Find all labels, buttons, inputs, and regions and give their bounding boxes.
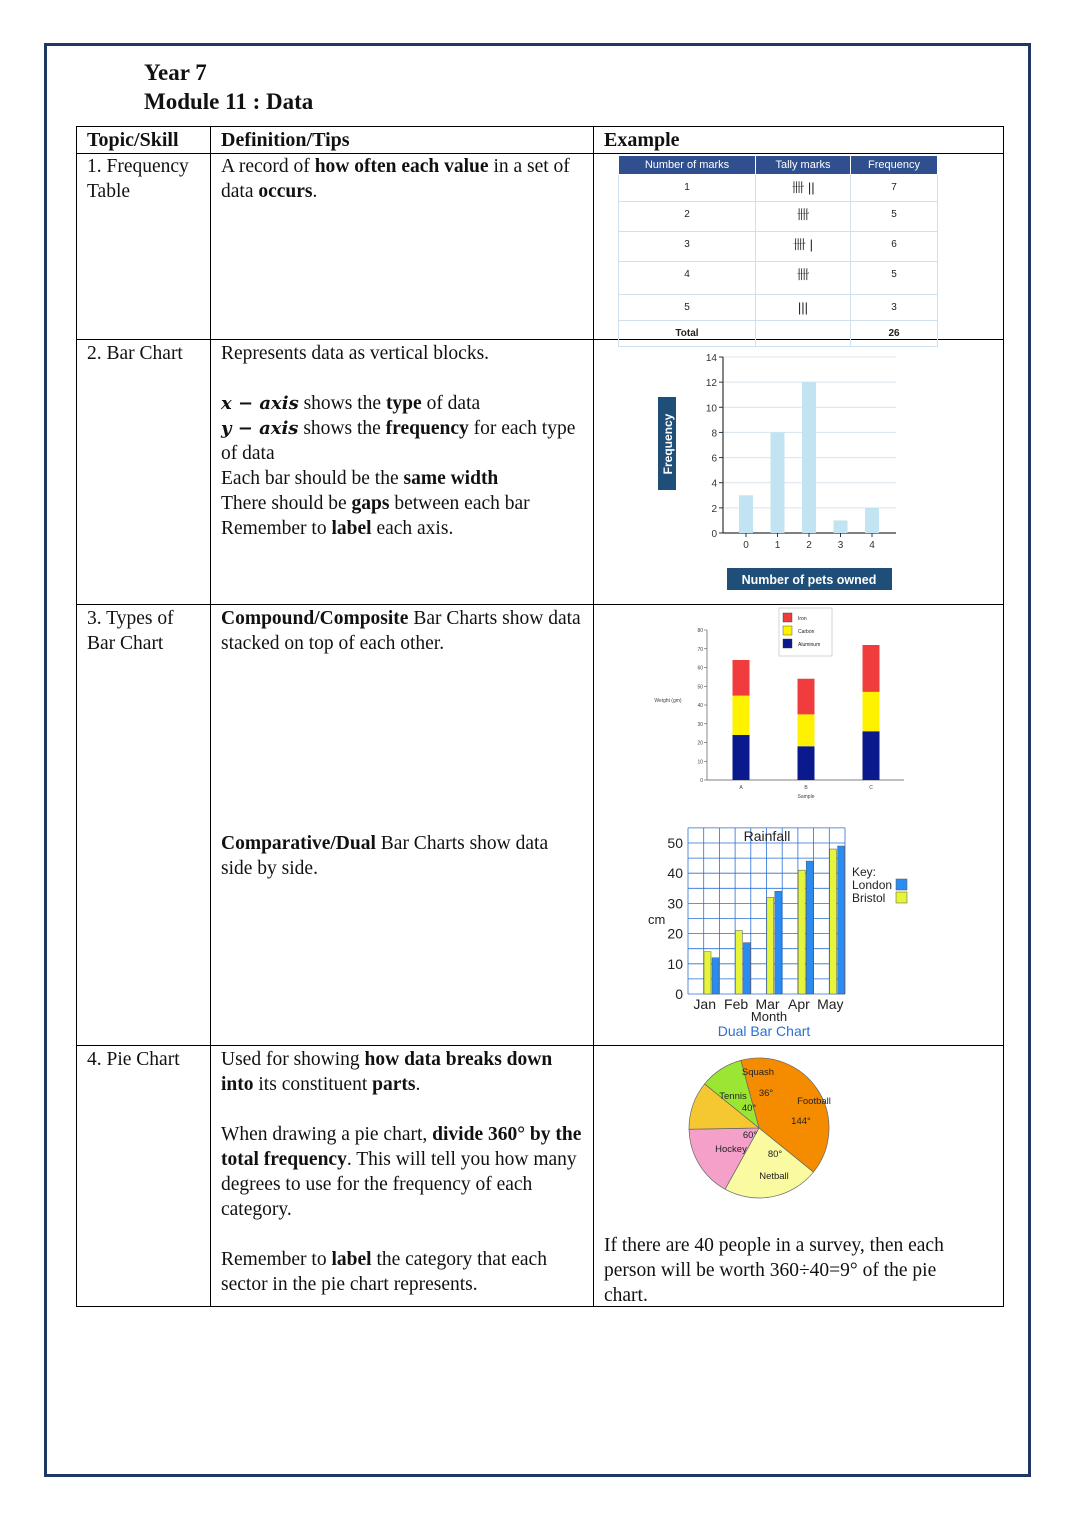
text-math: x − axis [221, 393, 299, 414]
bar [865, 508, 879, 533]
dual-bar [712, 958, 719, 994]
x-tick-label: C [869, 785, 873, 791]
ft-cell-tally: 卌 | [756, 232, 851, 262]
text-bold: frequency [385, 418, 469, 439]
dual-bar-chart [594, 821, 963, 1046]
x-tick-label: Mar [755, 996, 780, 1012]
ft-cell-marks: 5 [619, 295, 756, 321]
y-tick-label: 60 [697, 665, 703, 672]
x-tick-label: 0 [743, 540, 749, 551]
x-axis-label: Month [750, 1009, 788, 1024]
dual-bar [806, 861, 813, 994]
ft-header-marks: Number of marks [619, 156, 756, 175]
dual-bar [735, 931, 742, 994]
text-bold: how often each value [314, 156, 489, 177]
text-bold: type [385, 393, 422, 414]
chart-caption: Dual Bar Chart [717, 1023, 811, 1039]
text: Used for showing [221, 1049, 365, 1070]
dual-bar [704, 952, 711, 994]
row-types-of-bar-chart [77, 605, 1004, 1046]
col-topic-header: Topic/Skill [77, 127, 211, 154]
text-bold: divide 360° by the total frequency [221, 1124, 582, 1170]
stacked-bar-segment [733, 735, 750, 780]
y-tick-label: 50 [697, 684, 703, 691]
text: . This will tell you how many degrees to use for the frequency of each category. [221, 1149, 577, 1220]
text: When drawing a pie chart, [221, 1124, 433, 1145]
dual-bar [775, 891, 782, 994]
year-heading: Year 7 [144, 60, 207, 85]
y-tick-label: 12 [705, 378, 717, 390]
bar [834, 520, 848, 533]
topic-frequency-table: 1. Frequency Table [77, 154, 211, 340]
legend-swatch [896, 892, 907, 903]
dual-bar [767, 897, 774, 994]
y-tick-label: 30 [667, 895, 683, 912]
ft-cell-tally: 卌 [756, 202, 851, 232]
y-tick-label: 70 [697, 646, 703, 653]
ft-cell-marks: 4 [619, 262, 756, 295]
text: Remember to [221, 1249, 332, 1270]
pie-label: Squash [741, 1067, 775, 1078]
ft-cell-frequency: 3 [851, 295, 938, 321]
row-frequency-table [77, 154, 1004, 340]
x-tick-label: Apr [788, 996, 810, 1012]
ft-cell-marks: 2 [619, 202, 756, 232]
ft-cell-frequency: 5 [851, 262, 938, 295]
y-tick-label: 40 [697, 703, 703, 709]
y-tick-label: 50 [667, 835, 683, 851]
text-bold: label [331, 518, 372, 539]
pie-label: 144° [791, 1116, 811, 1127]
pie-label: Hockey [715, 1144, 747, 1155]
text: shows the [298, 393, 386, 414]
ft-total-value: 26 [851, 321, 938, 347]
table-row [619, 295, 938, 321]
text: of data [421, 393, 481, 414]
ft-cell-tally: ||| [756, 295, 851, 321]
y-tick-label: 30 [697, 721, 703, 728]
ft-cell-frequency: 6 [851, 232, 938, 262]
text: . [312, 181, 318, 202]
legend-label: Aluminum [798, 642, 821, 648]
x-tick-label: 4 [869, 540, 875, 551]
legend-swatch [783, 613, 792, 622]
definition-frequency-table [211, 154, 594, 340]
pie-label: Netball [759, 1171, 789, 1182]
y-tick-label: 40 [667, 865, 683, 882]
y-tick-label: 8 [711, 428, 717, 440]
table-row [619, 232, 938, 262]
y-tick-label: 10 [697, 759, 703, 766]
pie-example-note: If there are 40 people in a survey, then each person will be worth 360÷40=9° of the pie chart. [604, 1235, 944, 1306]
stacked-bar-segment [798, 714, 815, 746]
x-axis-label: Number of pets owned [741, 573, 877, 587]
x-tick-label: A [739, 785, 743, 791]
text: between each bar [389, 493, 530, 514]
x-axis-label: Sample [797, 794, 815, 800]
y-tick-label: 0 [675, 986, 683, 1002]
stacked-bar-segment [733, 696, 750, 735]
text-bold: Compound/Composite [221, 608, 409, 629]
x-tick-label: B [804, 785, 808, 791]
y-axis-label: Weight (gm) [654, 698, 682, 704]
row-bar-chart [77, 340, 1004, 605]
bar [771, 432, 785, 533]
y-axis-label: Frequency [661, 413, 675, 475]
ft-header-frequency: Frequency [851, 156, 938, 175]
y-tick-label: 10 [667, 955, 683, 972]
stacked-bar-segment [798, 679, 815, 715]
text: . [415, 1074, 421, 1095]
frequency-example-table [618, 155, 938, 347]
dual-bar [830, 849, 837, 994]
text: its constituent [253, 1074, 373, 1095]
x-tick-label: 1 [774, 540, 781, 551]
x-tick-label: May [817, 996, 844, 1012]
y-tick-label: 80 [697, 628, 703, 634]
chart-title: Rainfall [743, 828, 791, 844]
ft-cell-tally: 卌 [756, 262, 851, 295]
table-row [619, 262, 938, 295]
x-tick-label: 3 [837, 540, 844, 551]
dual-bar [838, 846, 845, 994]
example-pie-chart [594, 1046, 1004, 1307]
stacked-bar-chart [594, 605, 963, 815]
text-bold: Comparative/Dual [221, 833, 376, 854]
legend-label: Iron [798, 616, 807, 622]
bar [802, 382, 816, 533]
stacked-bar-segment [863, 692, 880, 731]
definition-bar-chart [211, 340, 594, 605]
knowledge-organiser-table [76, 126, 1004, 1307]
ft-cell-tally: 卌 || [756, 175, 851, 202]
y-tick-label: 4 [711, 478, 717, 490]
stacked-bar-segment [798, 746, 815, 780]
pie-label: 80° [767, 1149, 783, 1160]
legend-swatch [896, 879, 907, 890]
y-tick-label: 20 [667, 925, 683, 942]
legend-swatch [783, 639, 792, 648]
legend-swatch [783, 626, 792, 635]
y-tick-label: 20 [697, 740, 703, 747]
text: Bar Charts show data side by side. [221, 833, 549, 879]
legend-label: Bristol [852, 891, 886, 905]
stacked-bar-segment [863, 731, 880, 780]
ft-total-label: Total [619, 321, 756, 347]
ft-header-tally: Tally marks [756, 156, 851, 175]
pie-label: Football [797, 1096, 831, 1107]
text-bold: parts [372, 1074, 416, 1095]
y-tick-label: 2 [711, 503, 717, 515]
pie-label: 36° [758, 1088, 774, 1099]
pie-label: 40° [741, 1103, 757, 1114]
example-frequency-table [594, 154, 1004, 340]
y-tick-label: 6 [711, 453, 717, 465]
x-tick-label: Jan [693, 996, 716, 1012]
text: Each bar should be the [221, 468, 404, 489]
text: in a set of data [221, 156, 570, 202]
ft-cell-frequency: 7 [851, 175, 938, 202]
text: There should be [221, 493, 352, 514]
row-pie-chart [77, 1046, 1004, 1307]
topic-types-of-bar-chart: 3. Types of Bar Chart [77, 605, 211, 1046]
text-bold: gaps [351, 493, 390, 514]
definition-types-of-bar-chart [211, 605, 594, 1046]
table-header-row [77, 127, 1004, 154]
bar [739, 495, 753, 533]
y-tick-label: 14 [705, 353, 717, 364]
sports-pie-chart [594, 1046, 963, 1226]
pie-label: Tennis [719, 1091, 747, 1102]
legend-title: Key: [852, 865, 877, 879]
text: A record of [221, 156, 315, 177]
legend-label: London [852, 878, 893, 892]
topic-pie-chart: 4. Pie Chart [77, 1046, 211, 1307]
text-bold: how data breaks down into [221, 1049, 553, 1095]
ft-cell-marks: 3 [619, 232, 756, 262]
pie-label: 60° [742, 1130, 758, 1141]
x-tick-label: Feb [724, 996, 749, 1012]
text-math: y − axis [221, 418, 299, 439]
table-row [619, 175, 938, 202]
example-types-of-bar-chart [594, 605, 1004, 1046]
text-bold: occurs [258, 181, 313, 202]
text: for each type of data [221, 418, 576, 464]
text: Bar Charts show data stacked on top of each other. [221, 608, 581, 654]
text: the category that each sector in the pie chart represents. [221, 1249, 547, 1295]
example-bar-chart [594, 340, 1004, 605]
table-row [619, 202, 938, 232]
definition-pie-chart [211, 1046, 594, 1307]
text-bold: label [331, 1249, 372, 1270]
dual-bar [798, 870, 805, 994]
x-tick-label: 2 [806, 540, 812, 551]
topic-bar-chart: 2. Bar Chart [77, 340, 211, 605]
ft-cell-marks: 1 [619, 175, 756, 202]
stacked-bar-segment [733, 660, 750, 696]
col-example-header: Example [594, 127, 1004, 154]
module-heading: Module 11 : Data [144, 89, 314, 114]
dual-bar [743, 943, 750, 994]
stacked-bar-segment [863, 645, 880, 692]
col-definition-header: Definition/Tips [211, 127, 594, 154]
text-bold: same width [403, 468, 499, 489]
y-tick-label: 0 [711, 529, 717, 540]
text: Remember to [221, 518, 332, 539]
y-tick-label: 0 [700, 778, 703, 784]
ft-cell-frequency: 5 [851, 202, 938, 232]
text: each axis. [371, 518, 454, 539]
y-axis-label: cm [648, 912, 666, 927]
pets-bar-chart [594, 340, 963, 604]
text: Represents data as vertical blocks. [221, 343, 490, 364]
y-tick-label: 10 [705, 403, 717, 415]
text: shows the [298, 418, 386, 439]
legend-label: Carbon [798, 629, 815, 635]
